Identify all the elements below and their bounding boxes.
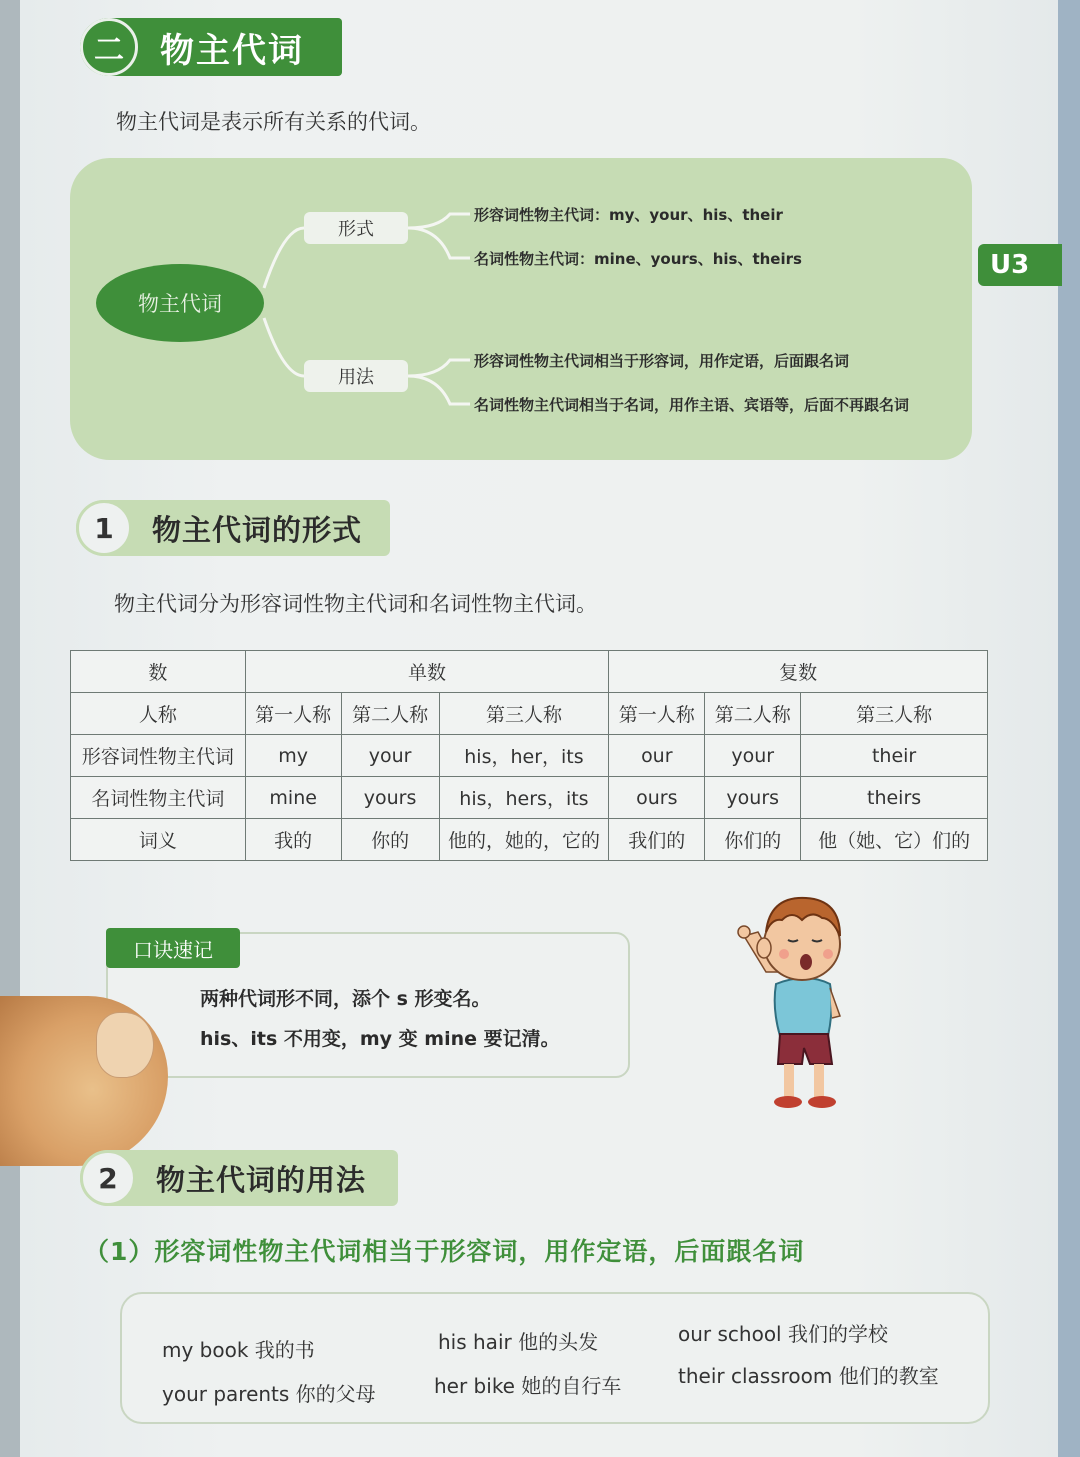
table-cell: ours [609,777,705,819]
table-cell: theirs [801,777,988,819]
intro-text: 物主代词是表示所有关系的代词。 [116,110,431,134]
table-cell: his，her，its [439,735,609,777]
table-cell: their [801,735,988,777]
table-cell: our [609,735,705,777]
table-cell: 我的 [245,819,341,861]
table-header-singular: 单数 [245,651,609,693]
mind-map-leaf: 名词性物主代词：mine、yours、his、theirs [474,250,802,268]
table-row [71,693,988,735]
mind-map-root: 物主代词 [96,264,264,342]
boy-illustration [736,888,866,1110]
table-cell: 第二人称 [705,693,801,735]
table-cell: 你们的 [705,819,801,861]
table-row [71,735,988,777]
mind-map-node-form: 形式 [304,212,408,244]
table-cell: 第三人称 [439,693,609,735]
table-cell: 你的 [341,819,439,861]
table-cell: 第一人称 [609,693,705,735]
table-cell: 我们的 [609,819,705,861]
page-left-edge [0,0,22,1457]
table-cell: yours [705,777,801,819]
mind-map [70,158,972,460]
pronoun-table [70,650,988,861]
examples-box [120,1292,990,1424]
part1-number: 1 [76,500,132,556]
table-cell: 形容词性物主代词 [71,735,246,777]
table-header-num: 数 [71,651,246,693]
example-item: his hair 他的头发 [438,1330,599,1354]
mind-map-leaf: 形容词性物主代词相当于形容词，用作定语，后面跟名词 [474,352,850,370]
part2-number: 2 [80,1150,136,1206]
part2-title-text: 物主代词的用法 [156,1162,367,1197]
section-number: 二 [80,18,138,76]
example-item: their classroom 他们的教室 [678,1364,939,1388]
mnemonic-line-2: his、its 不用变，my 变 mine 要记清。 [200,1028,560,1050]
table-row [71,819,988,861]
table-cell: 词义 [71,819,246,861]
table-cell: 名词性物主代词 [71,777,246,819]
example-item: your parents 你的父母 [162,1382,376,1406]
table-cell: your [341,735,439,777]
mnemonic-line-1: 两种代词形不同，添个 s 形变名。 [200,988,491,1010]
section-title [80,18,342,76]
page-right-edge [1058,0,1080,1457]
part2-title [80,1150,398,1206]
table-row [71,777,988,819]
table-cell: 他的，她的，它的 [439,819,609,861]
part1-title [76,500,390,556]
example-item: her bike 她的自行车 [434,1374,622,1398]
table-cell: 第一人称 [245,693,341,735]
table-cell: 第三人称 [801,693,988,735]
part1-title-text: 物主代词的形式 [152,512,363,547]
table-cell: mine [245,777,341,819]
mind-map-leaf: 名词性物主代词相当于名词，用作主语、宾语等，后面不再跟名词 [474,396,910,414]
unit-tab: U3 [978,244,1062,286]
table-cell: my [245,735,341,777]
mind-map-leaf: 形容词性物主代词：my、your、his、their [474,206,783,224]
table-header-plural: 复数 [609,651,988,693]
table-row [71,651,988,693]
table-cell: 人称 [71,693,246,735]
section-title-text: 物主代词 [160,30,304,71]
example-item: our school 我们的学校 [678,1322,888,1346]
thumbnail [96,1012,154,1078]
table-cell: yours [341,777,439,819]
table-cell: 他（她、它）们的 [801,819,988,861]
mind-map-node-usage: 用法 [304,360,408,392]
table-cell: his，hers，its [439,777,609,819]
table-cell: 第二人称 [341,693,439,735]
example-item: my book 我的书 [162,1338,315,1362]
usage-heading: （1）形容词性物主代词相当于形容词，用作定语，后面跟名词 [84,1237,805,1266]
mnemonic-tag: 口诀速记 [106,928,240,968]
part1-text: 物主代词分为形容词性物主代词和名词性物主代词。 [114,592,597,616]
table-cell: your [705,735,801,777]
